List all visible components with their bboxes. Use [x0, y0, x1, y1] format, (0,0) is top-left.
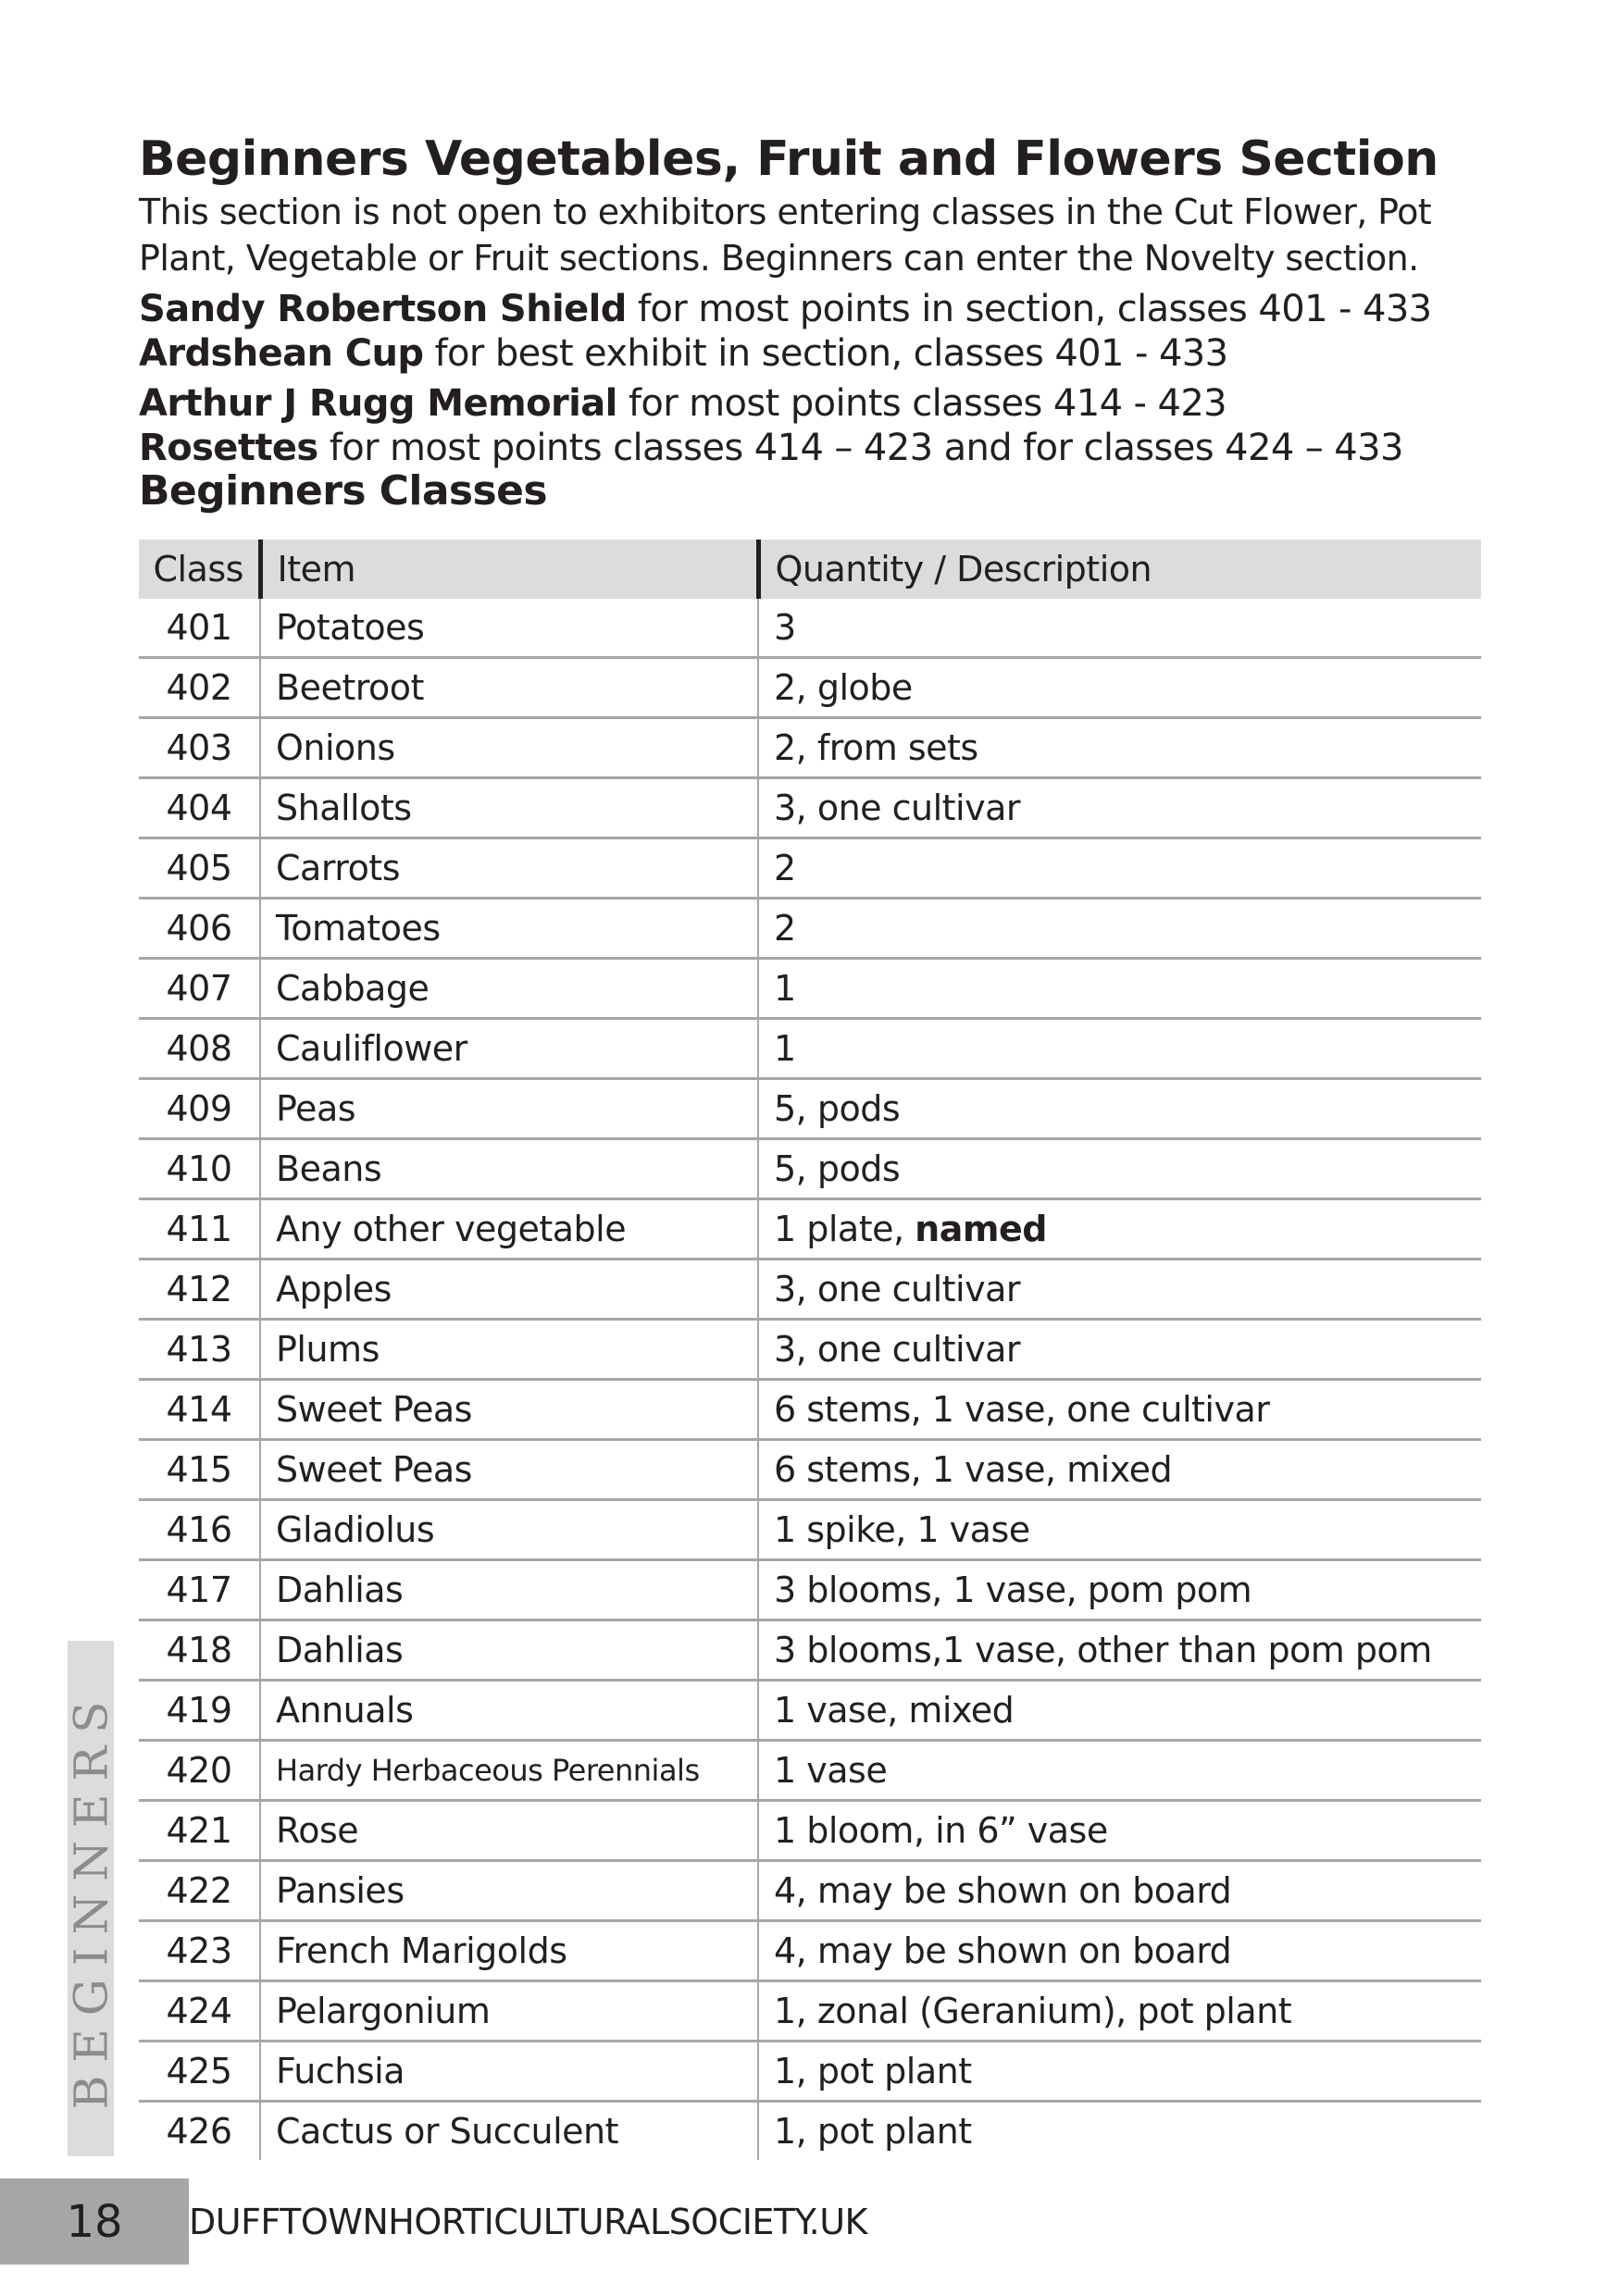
quantity-text: 2, from sets	[774, 727, 978, 768]
quantity-description	[758, 1981, 1481, 2042]
table-row	[139, 718, 1481, 778]
class-number: 424	[139, 1981, 260, 2042]
award-name: Rosettes	[139, 427, 318, 469]
section-content	[139, 130, 1481, 513]
header-class: Class	[139, 540, 260, 599]
item-name: Apples	[260, 1260, 758, 1320]
quantity-description	[758, 1801, 1481, 1861]
quantity-description	[758, 1320, 1481, 1380]
quantity-description	[758, 1741, 1481, 1801]
item-name: Pansies	[260, 1861, 758, 1921]
table-row	[139, 1139, 1481, 1199]
award-text: for most points classes 414 – 423 and for classes 424 – 433	[318, 427, 1403, 469]
item-name: Cauliflower	[260, 1019, 758, 1079]
class-number: 422	[139, 1861, 260, 1921]
table-row	[139, 1681, 1481, 1741]
quantity-description	[758, 959, 1481, 1019]
class-number: 411	[139, 1199, 260, 1260]
table-row	[139, 899, 1481, 959]
class-number: 403	[139, 718, 260, 778]
class-number: 418	[139, 1620, 260, 1681]
table-header-row	[139, 540, 1481, 599]
award-name: Arthur J Rugg Memorial	[139, 382, 617, 425]
item-name: Fuchsia	[260, 2042, 758, 2102]
quantity-text: 5, pods	[774, 1088, 901, 1129]
classes-subheading: Beginners Classes	[139, 467, 547, 515]
quantity-text: 2	[774, 908, 796, 949]
table-row	[139, 1801, 1481, 1861]
quantity-text: 4, may be shown on board	[774, 1930, 1232, 1971]
quantity-text: 3	[774, 607, 796, 648]
quantity-description	[758, 1199, 1481, 1260]
table-row	[139, 1861, 1481, 1921]
class-number: 413	[139, 1320, 260, 1380]
class-number: 406	[139, 899, 260, 959]
item-name: Plums	[260, 1320, 758, 1380]
class-number: 426	[139, 2102, 260, 2161]
quantity-description	[758, 718, 1481, 778]
quantity-text: 4, may be shown on board	[774, 1870, 1232, 1911]
quantity-text: 2	[774, 848, 796, 888]
page-number: 18	[0, 2178, 189, 2265]
award-name: Sandy Robertson Shield	[139, 288, 627, 330]
class-number: 414	[139, 1380, 260, 1440]
table-row	[139, 1620, 1481, 1681]
class-number: 410	[139, 1139, 260, 1199]
class-number: 420	[139, 1741, 260, 1801]
quantity-text: 1, pot plant	[774, 2111, 972, 2152]
award-line	[139, 381, 1481, 426]
item-name: Potatoes	[260, 599, 758, 658]
quantity-text: 1, pot plant	[774, 2051, 972, 2091]
table-row	[139, 2102, 1481, 2161]
quantity-description	[758, 1861, 1481, 1921]
quantity-description	[758, 1260, 1481, 1320]
quantity-description	[758, 1921, 1481, 1981]
quantity-description	[758, 2042, 1481, 2102]
classes-table	[139, 540, 1481, 2160]
quantity-description	[758, 2102, 1481, 2161]
quantity-description	[758, 658, 1481, 718]
table-row	[139, 1019, 1481, 1079]
quantity-description	[758, 1560, 1481, 1620]
quantity-description	[758, 1380, 1481, 1440]
class-number: 419	[139, 1681, 260, 1741]
header-quantity: Quantity / Description	[758, 540, 1481, 599]
class-number: 415	[139, 1440, 260, 1500]
quantity-text: 3, one cultivar	[774, 1329, 1021, 1370]
class-number: 401	[166, 607, 232, 648]
section-intro: This section is not open to exhibitors entering classes in the Cut Flower, Pot Plant, Vegetable or Fruit sections. Beginners can enter the Novelty section.	[139, 192, 1432, 279]
table-row	[139, 2042, 1481, 2102]
item-name: Annuals	[260, 1681, 758, 1741]
side-tab-label: BEGINNERS	[64, 1688, 118, 2109]
quantity-description	[758, 1019, 1481, 1079]
class-number: 409	[139, 1079, 260, 1139]
table-row	[139, 1981, 1481, 2042]
quantity-emphasis: named	[915, 1209, 1047, 1249]
quantity-description	[758, 1500, 1481, 1560]
class-number: 407	[139, 959, 260, 1019]
quantity-text: 3, one cultivar	[774, 1269, 1021, 1309]
quantity-description	[758, 599, 1481, 658]
item-name: Dahlias	[260, 1560, 758, 1620]
item-name: French Marigolds	[260, 1921, 758, 1981]
quantity-description	[758, 1139, 1481, 1199]
quantity-text: 1	[774, 968, 796, 1009]
quantity-description	[758, 1440, 1481, 1500]
quantity-text: 3, one cultivar	[774, 788, 1021, 828]
item-name: Shallots	[260, 778, 758, 838]
quantity-text: 1 vase, mixed	[774, 1690, 1015, 1731]
table-row	[139, 1500, 1481, 1560]
class-number: 421	[139, 1801, 260, 1861]
table-row	[139, 1320, 1481, 1380]
award-text: for most points classes 414 - 423	[616, 382, 1227, 425]
class-number: 417	[139, 1560, 260, 1620]
table-row	[139, 959, 1481, 1019]
awards-list	[139, 287, 1481, 470]
class-number: 412	[139, 1260, 260, 1320]
table-row	[139, 838, 1481, 899]
class-number: 404	[139, 778, 260, 838]
quantity-text: 1 bloom, in 6” vase	[774, 1810, 1108, 1851]
item-name: Any other vegetable	[260, 1199, 758, 1260]
header-item: Item	[260, 540, 758, 599]
quantity-description	[758, 778, 1481, 838]
item-name: Tomatoes	[260, 899, 758, 959]
item-name: Peas	[260, 1079, 758, 1139]
class-number: 402	[139, 658, 260, 718]
table-row	[139, 599, 1481, 658]
quantity-description	[758, 1079, 1481, 1139]
table-row	[139, 658, 1481, 718]
item-name: Cabbage	[260, 959, 758, 1019]
item-name: Carrots	[260, 838, 758, 899]
quantity-description	[758, 899, 1481, 959]
item-name: Rose	[260, 1801, 758, 1861]
item-name: Hardy Herbaceous Perennials	[260, 1741, 758, 1801]
quantity-text: 2, globe	[774, 667, 913, 708]
quantity-description	[758, 838, 1481, 899]
table-row	[139, 1199, 1481, 1260]
award-text: for most points in section, classes 401 - 433	[626, 288, 1432, 330]
class-number: 408	[139, 1019, 260, 1079]
section-title: Beginners Vegetables, Fruit and Flowers Section	[139, 131, 1438, 187]
quantity-text: 5, pods	[774, 1148, 901, 1189]
quantity-description	[758, 1681, 1481, 1741]
item-name: Cactus or Succulent	[260, 2102, 758, 2161]
item-name: Onions	[260, 718, 758, 778]
item-name: Beans	[260, 1139, 758, 1199]
quantity-text: 6 stems, 1 vase, one cultivar	[774, 1389, 1270, 1430]
table-row	[139, 1380, 1481, 1440]
table-row	[139, 1440, 1481, 1500]
quantity-text: 3 blooms,1 vase, other than pom pom	[774, 1630, 1432, 1670]
quantity-text: 1	[774, 1028, 796, 1069]
table-row	[139, 1921, 1481, 1981]
item-name: Beetroot	[260, 658, 758, 718]
item-name: Gladiolus	[260, 1500, 758, 1560]
quantity-text: 1, zonal (Geranium), pot plant	[774, 1991, 1292, 2031]
item-name: Dahlias	[260, 1620, 758, 1681]
quantity-text: 1 plate,	[774, 1209, 915, 1249]
item-name: Sweet Peas	[260, 1440, 758, 1500]
class-number: 405	[139, 838, 260, 899]
class-number: 425	[139, 2042, 260, 2102]
quantity-description	[758, 1620, 1481, 1681]
class-number: 423	[139, 1921, 260, 1981]
table-row	[139, 1260, 1481, 1320]
award-line	[139, 287, 1481, 331]
quantity-text: 1 vase	[774, 1750, 888, 1791]
award-line	[139, 426, 1481, 470]
item-name: Pelargonium	[260, 1981, 758, 2042]
award-text: for best exhibit in section, classes 401 - 433	[423, 332, 1228, 375]
table-row	[139, 1560, 1481, 1620]
quantity-text: 1 spike, 1 vase	[774, 1509, 1030, 1550]
table-row	[139, 1079, 1481, 1139]
award-name: Ardshean Cup	[139, 332, 424, 375]
item-name: Sweet Peas	[260, 1380, 758, 1440]
award-line	[139, 331, 1481, 376]
footer-website: DUFFTOWNHORTICULTURALSOCIETY.UK	[189, 2201, 867, 2242]
quantity-text: 6 stems, 1 vase, mixed	[774, 1449, 1173, 1490]
quantity-text: 3 blooms, 1 vase, pom pom	[774, 1570, 1252, 1610]
class-number: 416	[139, 1500, 260, 1560]
table-row	[139, 778, 1481, 838]
table-row	[139, 1741, 1481, 1801]
section-side-tab	[64, 1641, 118, 2156]
